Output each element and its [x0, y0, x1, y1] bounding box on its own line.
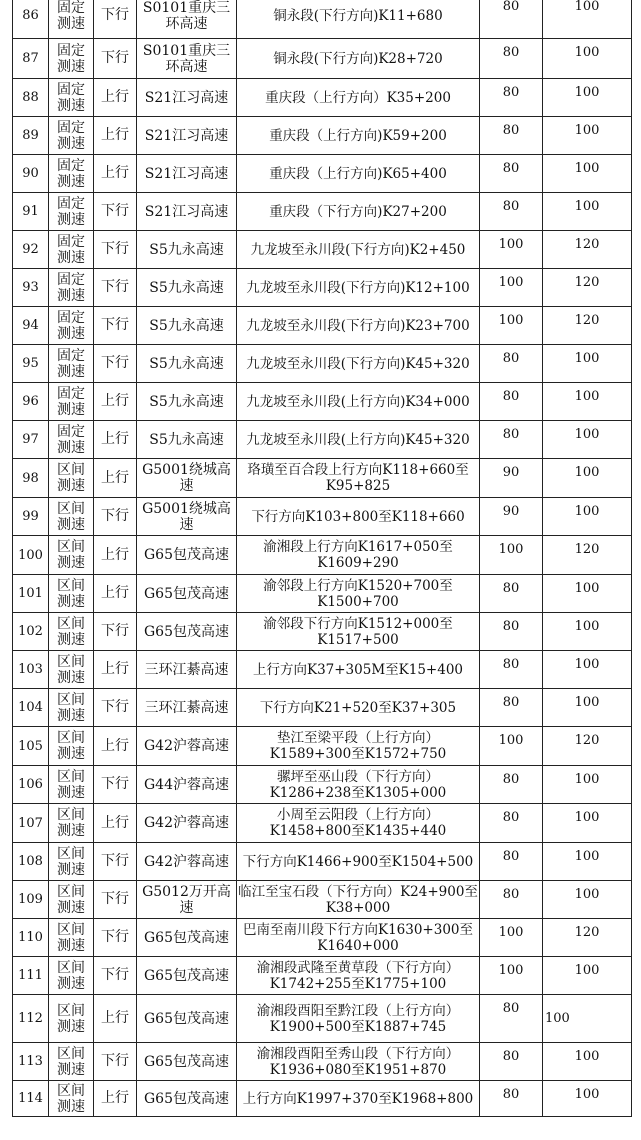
road-section: 重庆段（上行方向)K65+400 — [237, 155, 480, 193]
speed-limit-2: 100 — [543, 421, 632, 459]
road-name: S0101重庆三环高速 — [137, 0, 237, 39]
camera-type: 区间测速 — [49, 613, 94, 651]
row-number: 97 — [13, 421, 49, 459]
row-number: 94 — [13, 307, 49, 345]
speed-limit-2: 100 — [543, 383, 632, 421]
speed-limit-1: 80 — [480, 881, 543, 919]
direction: 下行 — [94, 843, 137, 881]
camera-type: 区间测速 — [49, 804, 94, 843]
row-number: 92 — [13, 231, 49, 269]
road-name: S5九永高速 — [137, 231, 237, 269]
row-number: 111 — [13, 957, 49, 995]
table-row — [13, 536, 632, 575]
speed-limit-2: 100 — [543, 651, 632, 689]
direction: 上行 — [94, 383, 137, 421]
speed-limit-1: 80 — [480, 421, 543, 459]
speed-limit-2: 100 — [543, 613, 632, 651]
road-name: G5012万开高速 — [137, 881, 237, 919]
speed-limit-2: 100 — [543, 843, 632, 881]
direction: 上行 — [94, 459, 137, 498]
speed-limit-1: 80 — [480, 79, 543, 117]
direction: 下行 — [94, 193, 137, 231]
road-section: 巴南至南川段下行方向K1630+300至K1640+000 — [237, 919, 480, 957]
speed-limit-1: 80 — [480, 766, 543, 804]
row-number: 91 — [13, 193, 49, 231]
road-section: 下行方向K21+520至K37+305 — [237, 689, 480, 727]
camera-type: 区间测速 — [49, 536, 94, 575]
road-section: 铜永段(下行方向)K28+720 — [237, 39, 480, 79]
direction: 上行 — [94, 995, 137, 1043]
direction: 上行 — [94, 117, 137, 155]
row-number: 105 — [13, 727, 49, 766]
speed-limit-1: 80 — [480, 117, 543, 155]
road-name: S5九永高速 — [137, 421, 237, 459]
speed-limit-2: 100 — [543, 957, 632, 995]
table-row — [13, 1043, 632, 1081]
speed-limit-1: 90 — [480, 498, 543, 536]
road-name: S21江习高速 — [137, 155, 237, 193]
speed-limit-2: 120 — [543, 269, 632, 307]
row-number: 114 — [13, 1081, 49, 1117]
speed-limit-1: 80 — [480, 843, 543, 881]
road-section: 九龙坡至永川段(下行方向)K2+450 — [237, 231, 480, 269]
row-number: 90 — [13, 155, 49, 193]
camera-type: 区间测速 — [49, 766, 94, 804]
road-name: G65包茂高速 — [137, 536, 237, 575]
row-number: 107 — [13, 804, 49, 843]
speed-limit-2: 100 — [543, 39, 632, 79]
table-row — [13, 843, 632, 881]
table-row — [13, 727, 632, 766]
speed-limit-1: 80 — [480, 345, 543, 383]
row-number: 100 — [13, 536, 49, 575]
speed-limit-1: 80 — [480, 1043, 543, 1081]
speed-limit-2: 100 — [543, 155, 632, 193]
direction: 下行 — [94, 766, 137, 804]
table-row — [13, 383, 632, 421]
camera-type: 区间测速 — [49, 995, 94, 1043]
camera-type: 区间测速 — [49, 575, 94, 613]
direction: 下行 — [94, 957, 137, 995]
row-number: 106 — [13, 766, 49, 804]
row-number: 87 — [13, 39, 49, 79]
table-row — [13, 575, 632, 613]
table-row — [13, 766, 632, 804]
road-section: 渝邻段上行方向K1520+700至K1500+700 — [237, 575, 480, 613]
camera-type: 区间测速 — [49, 651, 94, 689]
camera-type: 固定测速 — [49, 0, 94, 39]
table-row — [13, 0, 632, 39]
speed-limit-2: 120 — [543, 231, 632, 269]
road-section: 渝邻段下行方向K1512+000至K1517+500 — [237, 613, 480, 651]
camera-type: 固定测速 — [49, 39, 94, 79]
row-number: 89 — [13, 117, 49, 155]
speed-limit-1: 80 — [480, 155, 543, 193]
table-row — [13, 307, 632, 345]
direction: 上行 — [94, 155, 137, 193]
road-section: 渝湘段武隆至黄草段（下行方向）K1742+255至K1775+100 — [237, 957, 480, 995]
road-section: 九龙坡至永川段(上行方向)K45+320 — [237, 421, 480, 459]
camera-type: 区间测速 — [49, 459, 94, 498]
speed-limit-2: 100 — [543, 1043, 632, 1081]
speed-limit-1: 100 — [480, 536, 543, 575]
table-row — [13, 459, 632, 498]
direction: 下行 — [94, 919, 137, 957]
camera-type: 固定测速 — [49, 155, 94, 193]
speed-limit-1: 80 — [480, 383, 543, 421]
direction: 下行 — [94, 307, 137, 345]
road-section: 上行方向K37+305M至K15+400 — [237, 651, 480, 689]
road-section: 重庆段（下行方向)K27+200 — [237, 193, 480, 231]
camera-type: 区间测速 — [49, 727, 94, 766]
table-row — [13, 689, 632, 727]
table-row — [13, 613, 632, 651]
row-number: 103 — [13, 651, 49, 689]
speed-limit-1: 80 — [480, 193, 543, 231]
road-section: 重庆段（上行方向)K59+200 — [237, 117, 480, 155]
row-number: 102 — [13, 613, 49, 651]
road-name: S5九永高速 — [137, 307, 237, 345]
road-name: 三环江綦高速 — [137, 651, 237, 689]
road-section: 下行方向K103+800至K118+660 — [237, 498, 480, 536]
road-name: G65包茂高速 — [137, 575, 237, 613]
road-name: S21江习高速 — [137, 79, 237, 117]
road-section: 渝湘段上行方向K1617+050至K1609+290 — [237, 536, 480, 575]
direction: 下行 — [94, 0, 137, 39]
table-row — [13, 345, 632, 383]
road-name: G65包茂高速 — [137, 957, 237, 995]
camera-type: 固定测速 — [49, 79, 94, 117]
camera-type: 区间测速 — [49, 957, 94, 995]
row-number: 104 — [13, 689, 49, 727]
road-name: G44沪蓉高速 — [137, 766, 237, 804]
road-section: 下行方向K1466+900至K1504+500 — [237, 843, 480, 881]
road-name: S0101重庆三环高速 — [137, 39, 237, 79]
direction: 下行 — [94, 231, 137, 269]
camera-type: 区间测速 — [49, 843, 94, 881]
row-number: 86 — [13, 0, 49, 39]
road-section: 铜永段(下行方向)K11+680 — [237, 0, 480, 39]
speed-limit-1: 100 — [480, 957, 543, 995]
direction: 下行 — [94, 345, 137, 383]
table-row — [13, 957, 632, 995]
direction: 上行 — [94, 79, 137, 117]
camera-type: 区间测速 — [49, 1043, 94, 1081]
direction: 上行 — [94, 421, 137, 459]
road-section: 渝湘段酉阳至黔江段（上行方向）K1900+500至K1887+745 — [237, 995, 480, 1043]
table-row — [13, 421, 632, 459]
table-row — [13, 79, 632, 117]
speed-limit-1: 80 — [480, 0, 543, 39]
road-name: G5001绕城高速 — [137, 459, 237, 498]
camera-type: 区间测速 — [49, 689, 94, 727]
camera-type: 固定测速 — [49, 117, 94, 155]
direction: 上行 — [94, 804, 137, 843]
road-section: 小周至云阳段（上行方向）K1458+800至K1435+440 — [237, 804, 480, 843]
direction: 下行 — [94, 39, 137, 79]
direction: 下行 — [94, 689, 137, 727]
table-row — [13, 1081, 632, 1117]
road-name: G65包茂高速 — [137, 919, 237, 957]
road-name: S5九永高速 — [137, 383, 237, 421]
speed-limit-1: 80 — [480, 39, 543, 79]
row-number: 110 — [13, 919, 49, 957]
row-number: 95 — [13, 345, 49, 383]
table-row — [13, 193, 632, 231]
camera-type: 固定测速 — [49, 383, 94, 421]
direction: 上行 — [94, 651, 137, 689]
table-row — [13, 651, 632, 689]
direction: 上行 — [94, 1081, 137, 1117]
camera-type: 固定测速 — [49, 269, 94, 307]
speed-limit-1: 100 — [480, 727, 543, 766]
speed-limit-1: 100 — [480, 269, 543, 307]
table-row — [13, 919, 632, 957]
road-section: 九龙坡至永川段(下行方向)K45+320 — [237, 345, 480, 383]
row-number: 93 — [13, 269, 49, 307]
row-number: 108 — [13, 843, 49, 881]
speed-limit-1: 100 — [480, 231, 543, 269]
camera-type: 固定测速 — [49, 345, 94, 383]
table-row — [13, 498, 632, 536]
direction: 上行 — [94, 727, 137, 766]
camera-type: 区间测速 — [49, 1081, 94, 1117]
speed-limit-2: 100 — [543, 79, 632, 117]
speed-limit-2: 100 — [543, 1081, 632, 1117]
road-name: G65包茂高速 — [137, 1043, 237, 1081]
speed-limit-2: 100 — [543, 193, 632, 231]
camera-type: 区间测速 — [49, 919, 94, 957]
row-number: 112 — [13, 995, 49, 1043]
camera-type: 区间测速 — [49, 881, 94, 919]
table-row — [13, 881, 632, 919]
speed-limit-2: 100 — [543, 117, 632, 155]
direction: 下行 — [94, 613, 137, 651]
row-number: 96 — [13, 383, 49, 421]
road-name: G65包茂高速 — [137, 995, 237, 1043]
road-name: G5001绕城高速 — [137, 498, 237, 536]
row-number: 99 — [13, 498, 49, 536]
direction: 下行 — [94, 498, 137, 536]
speed-limit-1: 80 — [480, 1081, 543, 1117]
direction: 下行 — [94, 1043, 137, 1081]
road-section: 渝湘段酉阳至秀山段（下行方向）K1936+080至K1951+870 — [237, 1043, 480, 1081]
table-row — [13, 155, 632, 193]
row-number: 98 — [13, 459, 49, 498]
row-number: 101 — [13, 575, 49, 613]
table-row — [13, 117, 632, 155]
road-section: 九龙坡至永川段(下行方向)K12+100 — [237, 269, 480, 307]
speed-limit-2: 100 — [543, 0, 632, 39]
road-section: 九龙坡至永川段(下行方向)K23+700 — [237, 307, 480, 345]
speed-limit-1: 80 — [480, 651, 543, 689]
speed-limit-1: 80 — [480, 575, 543, 613]
camera-type: 固定测速 — [49, 231, 94, 269]
speed-limit-2: 100 — [543, 345, 632, 383]
speed-limit-2: 100 — [543, 689, 632, 727]
road-name: G65包茂高速 — [137, 613, 237, 651]
road-section: 九龙坡至永川段(上行方向)K34+000 — [237, 383, 480, 421]
road-name: G65包茂高速 — [137, 1081, 237, 1117]
road-name: G42沪蓉高速 — [137, 843, 237, 881]
road-section: 垫江至梁平段（上行方向）K1589+300至K1572+750 — [237, 727, 480, 766]
speed-limit-2: 100 — [543, 766, 632, 804]
speed-limit-1: 100 — [480, 919, 543, 957]
speed-limit-1: 80 — [480, 804, 543, 843]
speed-limit-2: 120 — [543, 536, 632, 575]
table-row — [13, 804, 632, 843]
speed-limit-2: 120 — [543, 727, 632, 766]
row-number: 113 — [13, 1043, 49, 1081]
speed-limit-2: 120 — [543, 919, 632, 957]
road-name: G42沪蓉高速 — [137, 727, 237, 766]
table-row — [13, 39, 632, 79]
speed-limit-1: 90 — [480, 459, 543, 498]
row-number: 109 — [13, 881, 49, 919]
speed-limit-2: 100 — [543, 881, 632, 919]
road-section: 上行方向K1997+370至K1968+800 — [237, 1081, 480, 1117]
speed-limit-2: 100 — [543, 459, 632, 498]
speed-limit-2: 100 — [543, 498, 632, 536]
table-row — [13, 269, 632, 307]
speed-limit-1: 100 — [480, 307, 543, 345]
direction: 下行 — [94, 881, 137, 919]
direction: 上行 — [94, 575, 137, 613]
speed-limit-2: 100 — [543, 575, 632, 613]
road-name: S21江习高速 — [137, 193, 237, 231]
road-name: S21江习高速 — [137, 117, 237, 155]
speed-limit-1: 80 — [480, 689, 543, 727]
direction: 下行 — [94, 269, 137, 307]
direction: 上行 — [94, 536, 137, 575]
camera-type: 固定测速 — [49, 193, 94, 231]
row-number: 88 — [13, 79, 49, 117]
road-name: 三环江綦高速 — [137, 689, 237, 727]
road-name: S5九永高速 — [137, 269, 237, 307]
camera-type: 固定测速 — [49, 421, 94, 459]
road-name: G42沪蓉高速 — [137, 804, 237, 843]
speed-limit-1: 80 — [480, 613, 543, 651]
speed-limit-2: 120 — [543, 307, 632, 345]
speed-limit-2: 100 — [543, 804, 632, 843]
speed-limit-2: 100 — [543, 995, 632, 1043]
table-row — [13, 231, 632, 269]
road-section: 珞璜至百合段上行方向K118+660至K95+825 — [237, 459, 480, 498]
camera-type: 固定测速 — [49, 307, 94, 345]
camera-type: 区间测速 — [49, 498, 94, 536]
road-name: S5九永高速 — [137, 345, 237, 383]
road-section: 骡坪至巫山段（下行方向）K1286+238至K1305+000 — [237, 766, 480, 804]
road-section: 临江至宝石段（下行方向）K24+900至K38+000 — [237, 881, 480, 919]
road-section: 重庆段（上行方向）K35+200 — [237, 79, 480, 117]
speed-camera-table — [12, 0, 632, 1117]
speed-limit-1: 80 — [480, 995, 543, 1043]
table-row — [13, 995, 632, 1043]
